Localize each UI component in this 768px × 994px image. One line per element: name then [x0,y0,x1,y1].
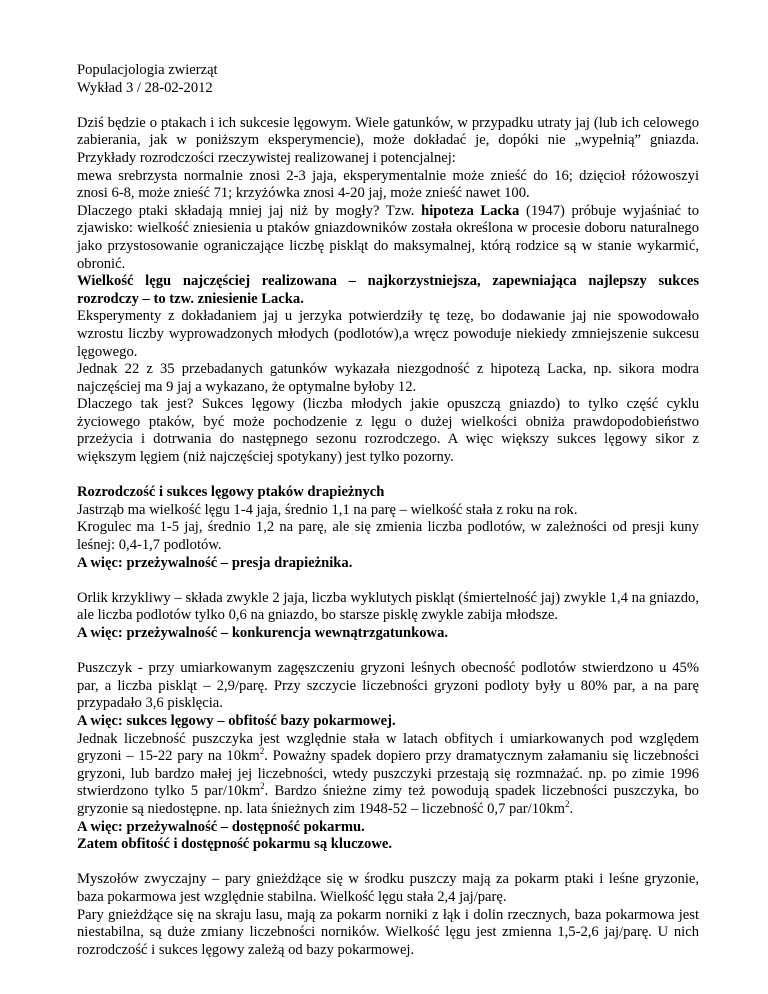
section-heading: Rozrodczość i sukces lęgowy ptaków drapieżnych [77,484,385,501]
examples-paragraph: mewa srebrzysta normalnie znosi 2-3 jaja, eksperymentalnie może znieść do 16; dzięcioł różowoszyi znosi 6-8, może znieść 71; krzyżówka znosi 4-20 jaj, może znieść nawet 100. [77,167,699,202]
conclusion-food-access: A więc: przeżywalność – dostępność pokarmu. [77,818,365,835]
superscript-2: 2 [260,781,265,792]
conclusion-competition: A więc: przeżywalność – konkurencja wewnątrzgatunkowa. [77,625,449,641]
buzzard-forest-paragraph: Myszołów zwyczajny – pary gnieżdżące się w środku puszczy mają za pokarm ptaki i leśne gryzonie, baza pokarmowa jest względnie stabilna. Wielkość lęgu stała 2,4 jaj/parę. [77,871,699,905]
spacer [77,854,699,872]
conclusion-key-factors: Zatem obfitość i dostępność pokarmu są kluczowe. [77,836,392,853]
owl-text-c: . Bardzo śnieżne zimy też powodują spadek liczebności puszczyka, bo gryzonie są niedostępne. np. lata śnieżnych zim 1948-52 – liczebność 0,7 par/10km [77,783,699,817]
sparrowhawk-paragraph: Krogulec ma 1-5 jaj, średnio 1,2 na parę, ale się zmienia liczba podlotów, w zależności od presji kuny leśnej: 0,4-1,7 podlotów. [77,519,699,554]
lack-hypothesis-term: hipoteza Lacka [421,202,520,219]
spacer [77,572,699,590]
superscript-2: 2 [564,799,570,810]
lack-text-before: Dlaczego ptaki składają mniej jaj niż by mogły? Tzw. [77,202,415,219]
goshawk-paragraph: Jastrząb ma wielkość lęgu 1-4 jaja, średnio 1,1 na parę – wielkość stała z roku na rok. [77,501,578,518]
owl-text-a: Jednak liczebność puszczyka jest względnie stała w latach obfitych i umiarkowanych pod względem gryzoni – 15-22 pary na 10km [77,730,699,765]
spotted-eagle-paragraph: Orlik krzykliwy – składa zwykle 2 jaja, liczba wyklutych piskląt (śmiertelność jaj) zwykle 1,4 na gniazdo, ale liczba podlotów tylko 0,6 na gniazdo, bo starsze pisklę zwykle zabija młodsze. [77,589,699,624]
buzzard-edge-paragraph: Pary gnieżdżące się na skraju lasu, mają za pokarm norniki z łąk i dolin rzecznych, baza pokarmowa jest niestabilna, są duże zmiany liczebności norników. Wielkość lęgu jest zmienna 1,5-2,6 jaj/parę. U nich rozrodczość i sukces lęgowy zależą od bazy pokarmowej. [77,906,699,958]
document-page [77,62,699,959]
owl-stability-paragraph [77,731,699,819]
conclusion-food-base: A więc: sukces lęgowy – obfitość bazy pokarmowej. [77,712,396,729]
swift-experiment-paragraph: Eksperymenty z dokładaniem jaj u jerzyka potwierdziły tę tezę, bo dodawanie jaj nie spowodowało wzrostu liczby wyprowadzonych młodych (podlotów),a wręcz powoduje niekiedy zmniejszenie sukcesu lęgowego. [77,308,699,360]
intro-paragraph: Dziś będzie o ptakach i ich sukcesie lęgowym. Wiele gatunków, w przypadku utraty jaj (lub ich celowego zabierania, jak w poniższym eksperymencie), może dokładać je, dopóki nie „wypełnią” gniazda. Przykłady rozrodczości rzeczywistej realizowanej i potencjalnej: [77,114,699,166]
owl-text-b: . Poważny spadek dopiero przy dramatycznym załamaniu się liczebności gryzoni, lub bardzo małej jej liczebności, wtedy puszczyki przestają się rozmnażać. np. po zimie 1996 stwierdzono tylko 5 par/10km [77,748,699,800]
spacer [77,467,699,485]
owl-text-d: . [569,800,574,817]
lack-text-after: (1947) próbuje wyjaśniać to zjawisko: wielkość zniesienia u ptaków gniazdowników została określona w procesie doboru naturalnego jako przystosowanie ograniczające liczbę piskląt do maksymalnej, którą rodzice są w stanie wykarmić, obronić. [77,202,700,272]
exceptions-paragraph: Jednak 22 z 35 przebadanych gatunków wykazała niezgodność z hipotezą Lacka, np. sikora modra najczęściej ma 9 jaj a wykazano, że optymalne byłoby 12. [77,361,699,395]
lack-hypothesis-paragraph [77,203,699,273]
conclusion-predation: A więc: przeżywalność – presja drapieżnika. [77,554,353,571]
lack-clutch-definition: Wielkość lęgu najczęściej realizowana – najkorzystniejsza, zapewniająca najlepszy sukces rozrodczy – to tzw. zniesienie Lacka. [77,273,699,307]
spacer [77,643,699,661]
explanation-paragraph: Dlaczego tak jest? Sukces lęgowy (liczba młodych jakie opuszczą gniazdo) to tylko część cyklu życiowego ptaków, być może pochodzenie z lęgu o dużej wielkości obniża prawdopodobieństwo przeżycia i dotrwania do następnego sezonu rozrodczego. A więc większy sukces lęgowy sikor z większym lęgiem (niż najczęściej spotykany) jest tylko pozorny. [77,396,699,466]
superscript-2: 2 [259,746,265,757]
lecture-info: Wykład 3 / 28-02-2012 [77,79,213,96]
spacer [77,97,699,115]
tawny-owl-paragraph: Puszczyk - przy umiarkowanym zagęszczeniu gryzoni leśnych obecność podlotów stwierdzono u 45% par, a liczba piskląt – 2,9/parę. Przy szczycie liczebności gryzoni podloty były u 80% par, a na parę przypadało 3,6 pisklęcia. [77,660,699,712]
course-title: Populacjologia zwierząt [77,62,218,78]
